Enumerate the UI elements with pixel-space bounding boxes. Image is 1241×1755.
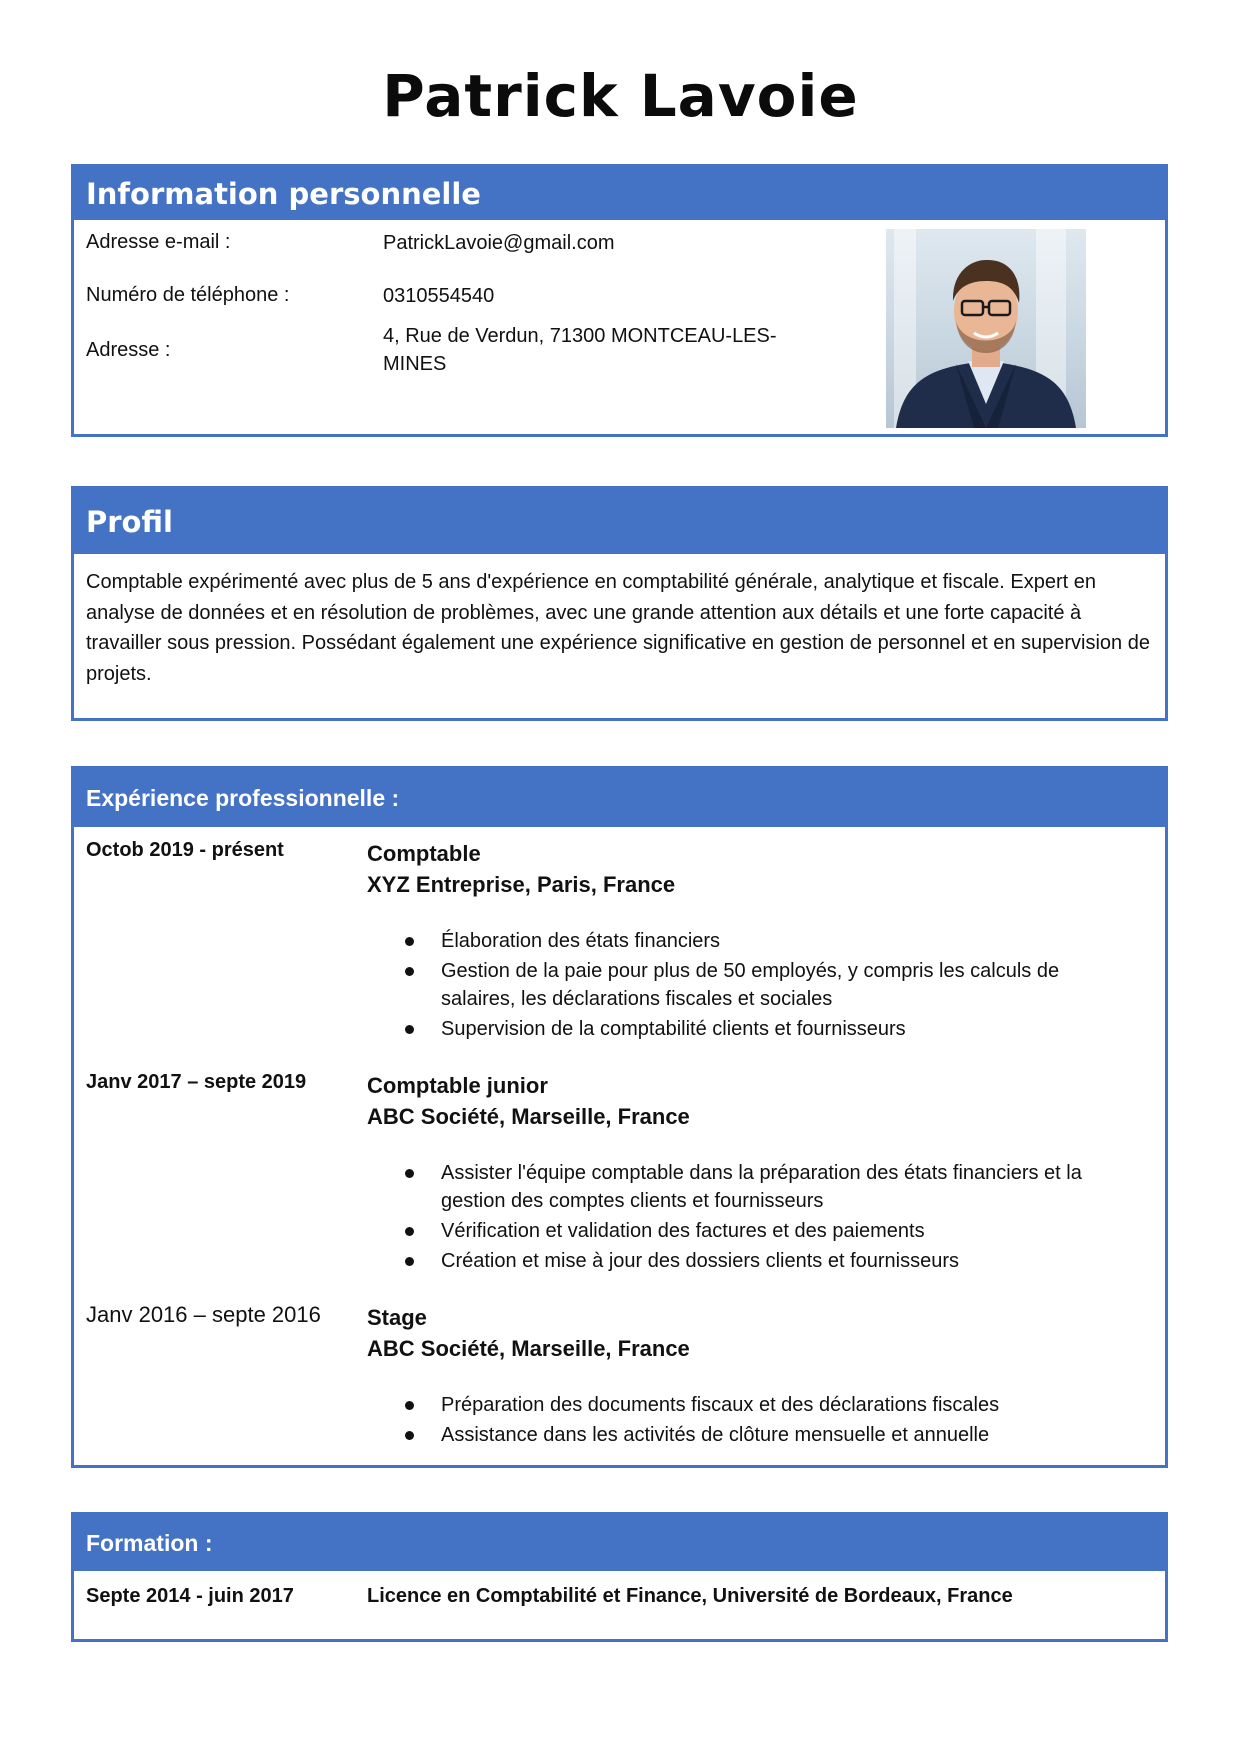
profile-summary: Comptable expérimenté avec plus de 5 ans d'expérience en comptabilité générale, analytique et fiscale. Expert en analyse de données et en résolution de problèmes, avec une grande attention aux détails et une forte capacité à travailler sous pression. Possédant également une expérience significative en gestion de personnel et en supervision de projets. [86, 571, 1150, 685]
job-title: Comptable [367, 841, 481, 866]
profile-section [71, 486, 1168, 721]
job-heading [367, 1070, 690, 1132]
job-task: Élaboration des états financiers [367, 927, 1087, 955]
job-task: Assister l'équipe comptable dans la préparation des états financiers et la gestion des comptes clients et fournisseurs [367, 1159, 1087, 1215]
experience-body [74, 827, 1165, 1461]
job-heading [367, 1302, 690, 1364]
job-company: XYZ Entreprise, Paris, France [367, 872, 676, 897]
job-task-list [367, 1159, 1087, 1277]
formation-date: Septe 2014 - juin 2017 [86, 1585, 294, 1607]
job-task-list [367, 1391, 1087, 1451]
address-line-1: 4, Rue de Verdun, 71300 MONTCEAU-LES- [383, 325, 777, 347]
profile-photo [886, 229, 1086, 428]
job-company: ABC Société, Marseille, France [367, 1104, 690, 1129]
email-label: Adresse e-mail : [86, 231, 231, 253]
formation-degree: Licence en Comptabilité et Finance, Université de Bordeaux, France [367, 1585, 1013, 1607]
job-task: Création et mise à jour des dossiers clients et fournisseurs [367, 1247, 1087, 1275]
job-task: Supervision de la comptabilité clients et fournisseurs [367, 1015, 1087, 1043]
job-title: Stage [367, 1305, 427, 1330]
email-value: PatrickLavoie@gmail.com [383, 232, 615, 254]
job-date: Octob 2019 - présent [86, 839, 284, 861]
personal-info-grid [74, 220, 1165, 433]
formation-section [71, 1512, 1168, 1642]
experience-section [71, 766, 1168, 1468]
address-label: Adresse : [86, 339, 171, 361]
job-task: Assistance dans les activités de clôture mensuelle et annuelle [367, 1421, 1087, 1449]
personal-info-header: Information personnelle [74, 167, 1165, 220]
phone-value: 0310554540 [383, 285, 495, 307]
job-heading [367, 838, 675, 900]
candidate-name: Patrick Lavoie [382, 62, 859, 130]
profile-header: Profil [74, 489, 1165, 554]
formation-header: Formation : [74, 1515, 1165, 1571]
job-company: ABC Société, Marseille, France [367, 1336, 690, 1361]
formation-body [74, 1571, 1165, 1639]
job-date: Janv 2017 – septe 2019 [86, 1071, 307, 1093]
job-title: Comptable junior [367, 1073, 548, 1098]
job-date: Janv 2016 – septe 2016 [86, 1302, 321, 1327]
address-value [383, 322, 803, 378]
job-task-list [367, 927, 1087, 1045]
phone-label: Numéro de téléphone : [86, 284, 290, 306]
job-task: Vérification et validation des factures et des paiements [367, 1217, 1087, 1245]
experience-header: Expérience professionnelle : [74, 769, 1165, 827]
address-line-2: MINES [383, 353, 447, 375]
job-task: Gestion de la paie pour plus de 50 employés, y compris les calculs de salaires, les déclarations fiscales et sociales [367, 957, 1087, 1013]
job-task: Préparation des documents fiscaux et des déclarations fiscales [367, 1391, 1087, 1419]
personal-info-section [71, 164, 1168, 437]
